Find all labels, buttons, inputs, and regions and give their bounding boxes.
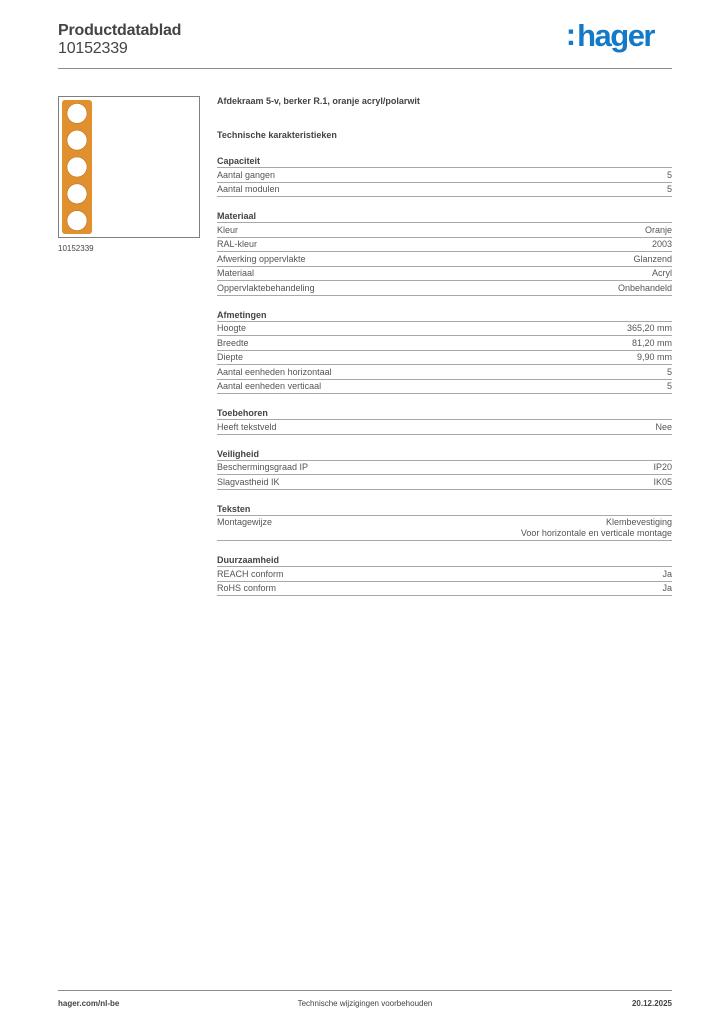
frame-opening	[67, 130, 87, 150]
spec-value-line: Glanzend	[633, 253, 672, 264]
spec-label: Breedte	[217, 337, 249, 348]
spec-value	[667, 184, 672, 195]
spec-value	[627, 323, 672, 334]
spec-label: Materiaal	[217, 268, 255, 278]
section-title: Capaciteit	[217, 155, 672, 168]
footer-date: 20.12.2025	[631, 999, 672, 1008]
spec-value	[662, 583, 672, 594]
spec-row	[217, 183, 672, 198]
spec-row	[217, 380, 672, 395]
spec-value-line: 5	[666, 381, 672, 391]
spec-row	[217, 281, 672, 296]
spec-label: Beschermingsgraad IP	[217, 462, 309, 472]
spec-label: REACH conform	[217, 568, 284, 579]
section-title: Teksten	[217, 503, 672, 516]
document-number: 10152339	[58, 40, 128, 57]
spec-value	[645, 225, 672, 236]
spec-value-line: 2003	[651, 239, 672, 249]
spec-value	[667, 367, 672, 378]
spec-value	[662, 569, 672, 580]
spec-value-line: Voor horizontale en verticale montage	[520, 528, 672, 538]
section-title: Toebehoren	[217, 407, 672, 420]
spec-value-line: IP20	[653, 462, 672, 472]
spec-sections	[217, 155, 672, 596]
spec-row	[217, 516, 672, 542]
logo-text: hager	[577, 18, 654, 53]
tech-heading: Technische karakteristieken	[217, 130, 337, 140]
spec-value-line: 9,90 mm	[636, 352, 672, 362]
frame-opening	[67, 103, 87, 123]
spec-value	[637, 352, 672, 363]
spec-row	[217, 475, 672, 490]
spec-value-line: 81,20 mm	[631, 337, 672, 348]
spec-row	[217, 461, 672, 476]
frame-opening	[67, 157, 87, 177]
spec-label: Aantal eenheden horizontaal	[217, 366, 332, 377]
spec-value-line: 5	[666, 169, 672, 180]
spec-value	[652, 268, 672, 279]
spec-row	[217, 351, 672, 366]
spec-label: Aantal gangen	[217, 169, 276, 180]
spec-label: Slagvastheid IK	[217, 476, 280, 487]
spec-label: Aantal eenheden verticaal	[217, 381, 322, 391]
spec-label: RoHS conform	[217, 583, 277, 593]
spec-value-line: Nee	[655, 421, 672, 432]
spec-value-line: Onbehandeld	[617, 282, 672, 293]
spec-section	[217, 448, 672, 490]
footer-website: hager.com/nl-be	[58, 999, 120, 1008]
section-title: Duurzaamheid	[217, 554, 672, 567]
spec-label: RAL-kleur	[217, 239, 258, 249]
spec-value	[653, 462, 672, 473]
spec-row	[217, 267, 672, 282]
spec-value	[655, 422, 672, 433]
spec-label: Diepte	[217, 352, 244, 362]
spec-value-line: 5	[666, 366, 672, 377]
spec-row	[217, 252, 672, 267]
spec-value-line: Ja	[662, 583, 672, 593]
product-description: Afdekraam 5-v, berker R.1, oranje acryl/polarwit	[217, 96, 420, 106]
spec-value-line: Oranje	[644, 224, 672, 235]
spec-section	[217, 309, 672, 395]
spec-value-line: 365,20 mm	[626, 323, 672, 333]
spec-value	[667, 170, 672, 181]
spec-row	[217, 322, 672, 337]
spec-row	[217, 567, 672, 582]
spec-label: Hoogte	[217, 323, 247, 333]
product-image	[58, 96, 200, 238]
spec-label: Afwerking oppervlakte	[217, 253, 306, 264]
footer-disclaimer: Technische wijzigingen voorbehouden	[297, 999, 433, 1008]
spec-value	[652, 239, 672, 250]
frame-opening	[67, 184, 87, 204]
document-title: Productdatablad	[58, 22, 182, 39]
section-title: Materiaal	[217, 210, 672, 223]
spec-section	[217, 210, 672, 296]
spec-row	[217, 168, 672, 183]
spec-value-line: Klembevestiging	[605, 517, 672, 527]
spec-section	[217, 155, 672, 197]
page-header	[58, 17, 672, 69]
spec-value-line: Ja	[662, 568, 672, 579]
frame-opening	[67, 211, 87, 231]
spec-value	[667, 381, 672, 392]
spec-section	[217, 407, 672, 435]
spec-value-line: Acryl	[652, 268, 672, 278]
cover-frame-illustration	[59, 97, 199, 237]
spec-value	[632, 338, 672, 349]
spec-value	[618, 283, 672, 294]
spec-content	[217, 94, 672, 609]
section-title: Afmetingen	[217, 309, 672, 322]
spec-section	[217, 554, 672, 596]
section-title: Veiligheid	[217, 448, 672, 461]
image-caption: 10152339	[58, 244, 94, 253]
spec-label: Montagewijze	[217, 517, 273, 527]
logo-dot: :	[565, 17, 577, 52]
spec-label: Heeft tekstveld	[217, 421, 277, 432]
spec-section	[217, 503, 672, 542]
spec-row	[217, 223, 672, 238]
hager-logo	[566, 18, 654, 54]
spec-value	[633, 254, 672, 265]
spec-value-line: 5	[666, 184, 672, 194]
spec-label: Aantal modulen	[217, 184, 280, 194]
page-footer	[58, 990, 672, 1008]
spec-row	[217, 420, 672, 435]
spec-row	[217, 336, 672, 351]
spec-label: Oppervlaktebehandeling	[217, 282, 315, 293]
spec-label: Kleur	[217, 224, 239, 235]
spec-row	[217, 582, 672, 597]
spec-value	[521, 517, 672, 539]
spec-row	[217, 238, 672, 253]
spec-row	[217, 365, 672, 380]
spec-value	[653, 477, 672, 488]
spec-value-line: IK05	[653, 476, 672, 487]
